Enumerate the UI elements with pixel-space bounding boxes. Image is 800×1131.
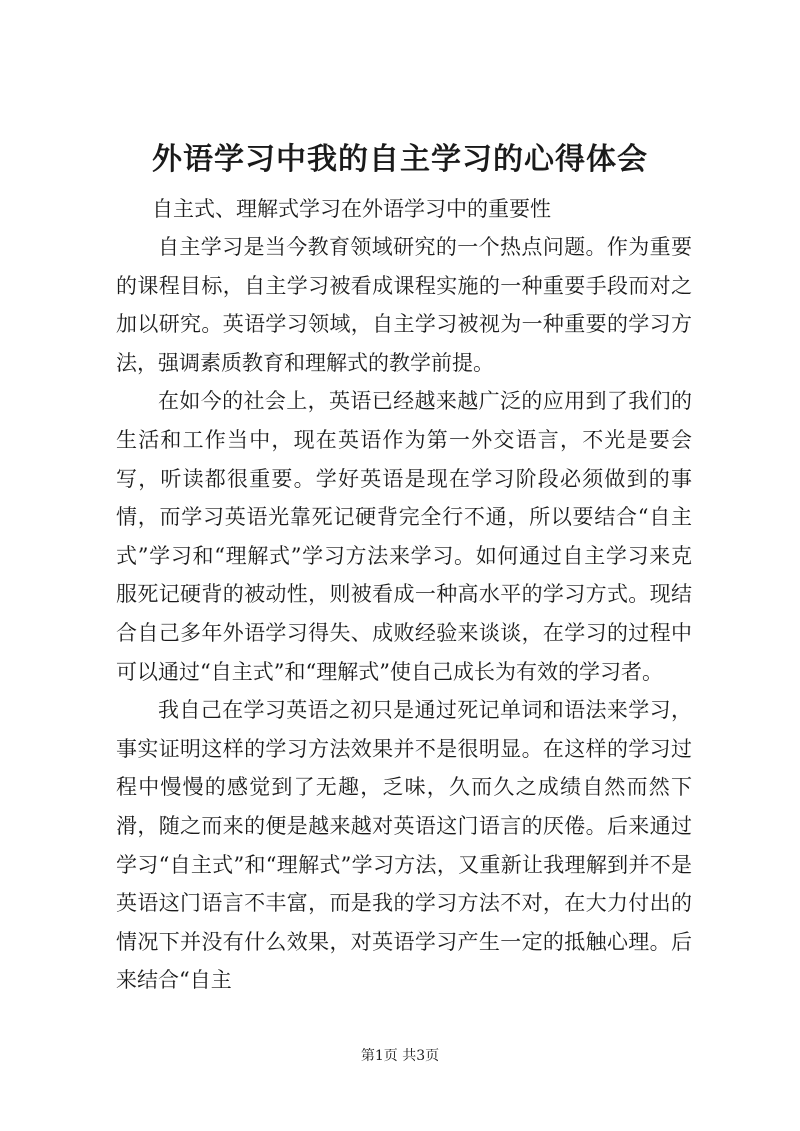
document-title: 外语学习中我的自主学习的心得体会 xyxy=(152,142,648,177)
document-subtitle: 自主式、理解式学习在外语学习中的重要性 xyxy=(152,197,551,221)
paragraph: 我自己在学习英语之初只是通过死记单词和语法来学习，事实证明这样的学习方法效果并不是很明显。在这样的学习过程中慢慢的感觉到了无趣，乏味，久而久之成绩自然而然下滑，随之而来的便是越来越对英语这门语言的厌倦。后来通过学习“自主式”和“理解式”学习方法，又重新让我理解到并不是英语这门语言不丰富，而是我的学习方法不对，在大力付出的情况下并没有什么效果，对英语学习产生一定的抵触心理。后来结合“自主 xyxy=(116,698,692,993)
paragraph: 在如今的社会上，英语已经越来越广泛的应用到了我们的生活和工作当中，现在英语作为第一外交语言，不光是要会写，听读都很重要。学好英语是现在学习阶段必须做到的事情，而学习英语光靠死记硬背完全行不通，所以要结合“自主式”学习和“理解式”学习方法来学习。如何通过自主学习来克服死记硬背的被动性，则被看成一种高水平的学习方式。现结合自己多年外语学习得失、成败经验来谈谈，在学习的过程中可以通过“自主式”和“理解式”使自己成长为有效的学习者。 xyxy=(116,389,692,684)
page-number-footer: 第1页 共3页 xyxy=(360,1048,440,1064)
document-body xyxy=(116,228,692,1000)
paragraph: 自主学习是当今教育领域研究的一个热点问题。作为重要的课程目标，自主学习被看成课程实施的一种重要手段而对之加以研究。英语学习领域，自主学习被视为一种重要的学习方法，强调素质教育和理解式的教学前提。 xyxy=(116,235,692,375)
